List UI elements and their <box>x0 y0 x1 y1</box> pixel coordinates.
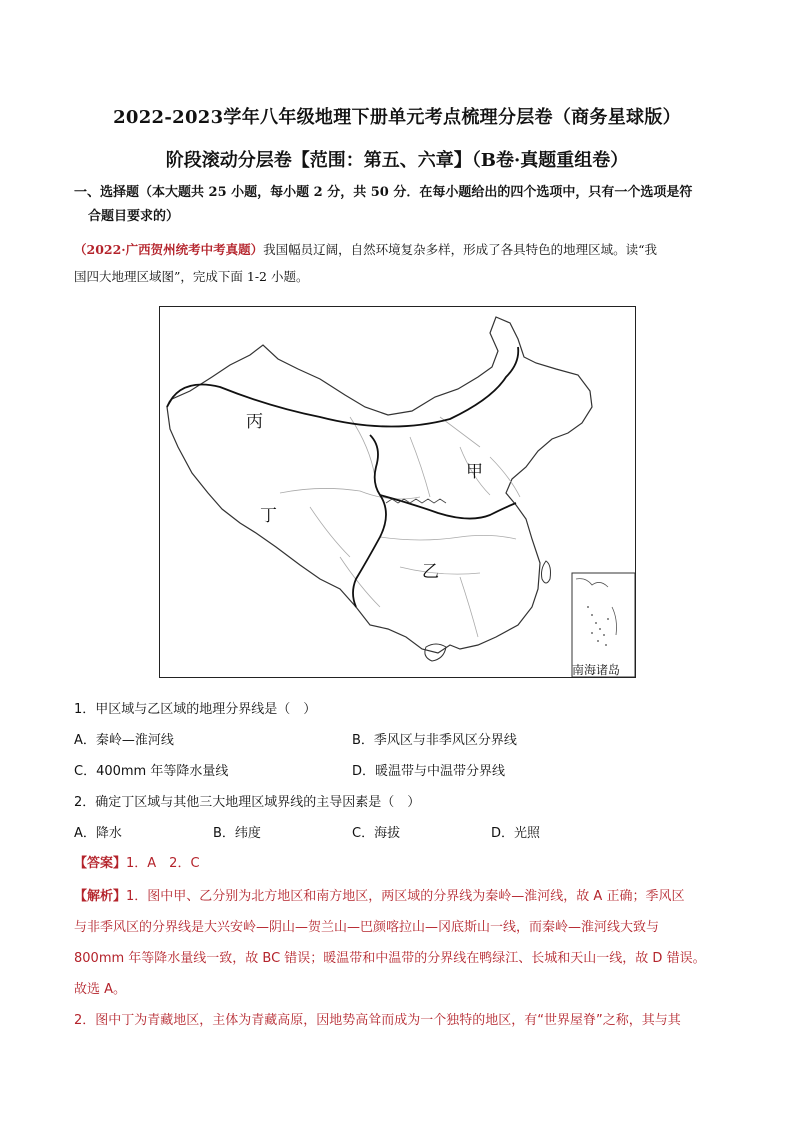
document-subtitle: 阶段滚动分层卷【范围：第五、六章】（B卷·真题重组卷） <box>165 150 629 171</box>
q1-option-b[interactable]: B．季风区与非季风区分界线 <box>352 733 517 748</box>
question-source: （2022·广西贺州统考中考真题） <box>74 242 264 257</box>
analysis-line-1: 1．图中甲、乙分别为北方地区和南方地区，两区域的分界线为秦岭—淮河线，故 A 正确；季风区 <box>126 889 685 904</box>
answer-label: 【答案】 <box>74 856 127 871</box>
region-label-ding: 丁 <box>260 506 277 526</box>
analysis-line-3: 800mm 年等降水量线一致，故 BC 错误；暖温带和中温带的分界线在鸭绿江、长城和天山一线，故 D 错误。 <box>74 951 706 966</box>
section-heading-line1: 一、选择题（本大题共 25 小题，每小题 2 分，共 50 分．在每小题给出的四个选项中，只有一个选项是符 <box>74 185 693 200</box>
q2-option-b[interactable]: B．纬度 <box>213 826 261 841</box>
inset-label: 南海诸岛 <box>572 663 621 677</box>
question-2-stem: 2．确定丁区域与其他三大地理区域界线的主导因素是（ ） <box>74 795 421 810</box>
boundary-ding <box>353 435 386 607</box>
q1-option-d[interactable]: D．暖温带与中温带分界线 <box>352 764 506 779</box>
region-label-bing: 丙 <box>246 412 263 432</box>
boundary-bing <box>167 347 518 427</box>
analysis-block <box>74 854 726 1036</box>
q1-option-a[interactable]: A．秦岭—淮河线 <box>74 733 174 748</box>
region-label-yi: 乙 <box>422 562 439 582</box>
question-1-stem: 1．甲区域与乙区域的地理分界线是（ ） <box>74 702 317 717</box>
intro-text-2: 国四大地理区域图”，完成下面 1-2 小题。 <box>74 269 309 284</box>
china-regions-map <box>159 306 636 678</box>
q2-option-c[interactable]: C．海拔 <box>352 826 401 841</box>
analysis-label: 【解析】 <box>74 889 127 904</box>
q2-option-d[interactable]: D．光照 <box>491 826 541 841</box>
answer-text: 1．A 2．C <box>126 856 200 871</box>
map-drawing <box>160 307 635 677</box>
analysis-line-4: 故选 A。 <box>74 982 127 997</box>
intro-text-1: 我国幅员辽阔，自然环境复杂多样，形成了各具特色的地理区域。读“我 <box>263 242 658 257</box>
china-outline <box>167 317 592 653</box>
q2-option-a[interactable]: A．降水 <box>74 826 122 841</box>
region-label-jia: 甲 <box>466 462 483 482</box>
document-title: 2022-2023学年八年级地理下册单元考点梳理分层卷（商务星球版） <box>113 107 681 128</box>
analysis-line-2: 与非季风区的分界线是大兴安岭—阴山—贺兰山—巴颜喀拉山—冈底斯山一线，而秦岭—淮河线大致与 <box>74 920 660 935</box>
section-heading-line2: 合题目要求的） <box>88 209 180 224</box>
provincial-boundaries <box>280 417 520 637</box>
taiwan-island <box>542 561 551 583</box>
section-heading <box>74 181 724 229</box>
q1-option-c[interactable]: C．400mm 年等降水量线 <box>74 764 229 779</box>
question-intro <box>74 236 724 290</box>
qinling-huaihe-line <box>380 495 516 519</box>
analysis-line-5: 2．图中丁为青藏地区，主体为青藏高原，因地势高耸而成为一个独特的地区，有“世界屋脊”之称，其与其 <box>74 1013 681 1028</box>
